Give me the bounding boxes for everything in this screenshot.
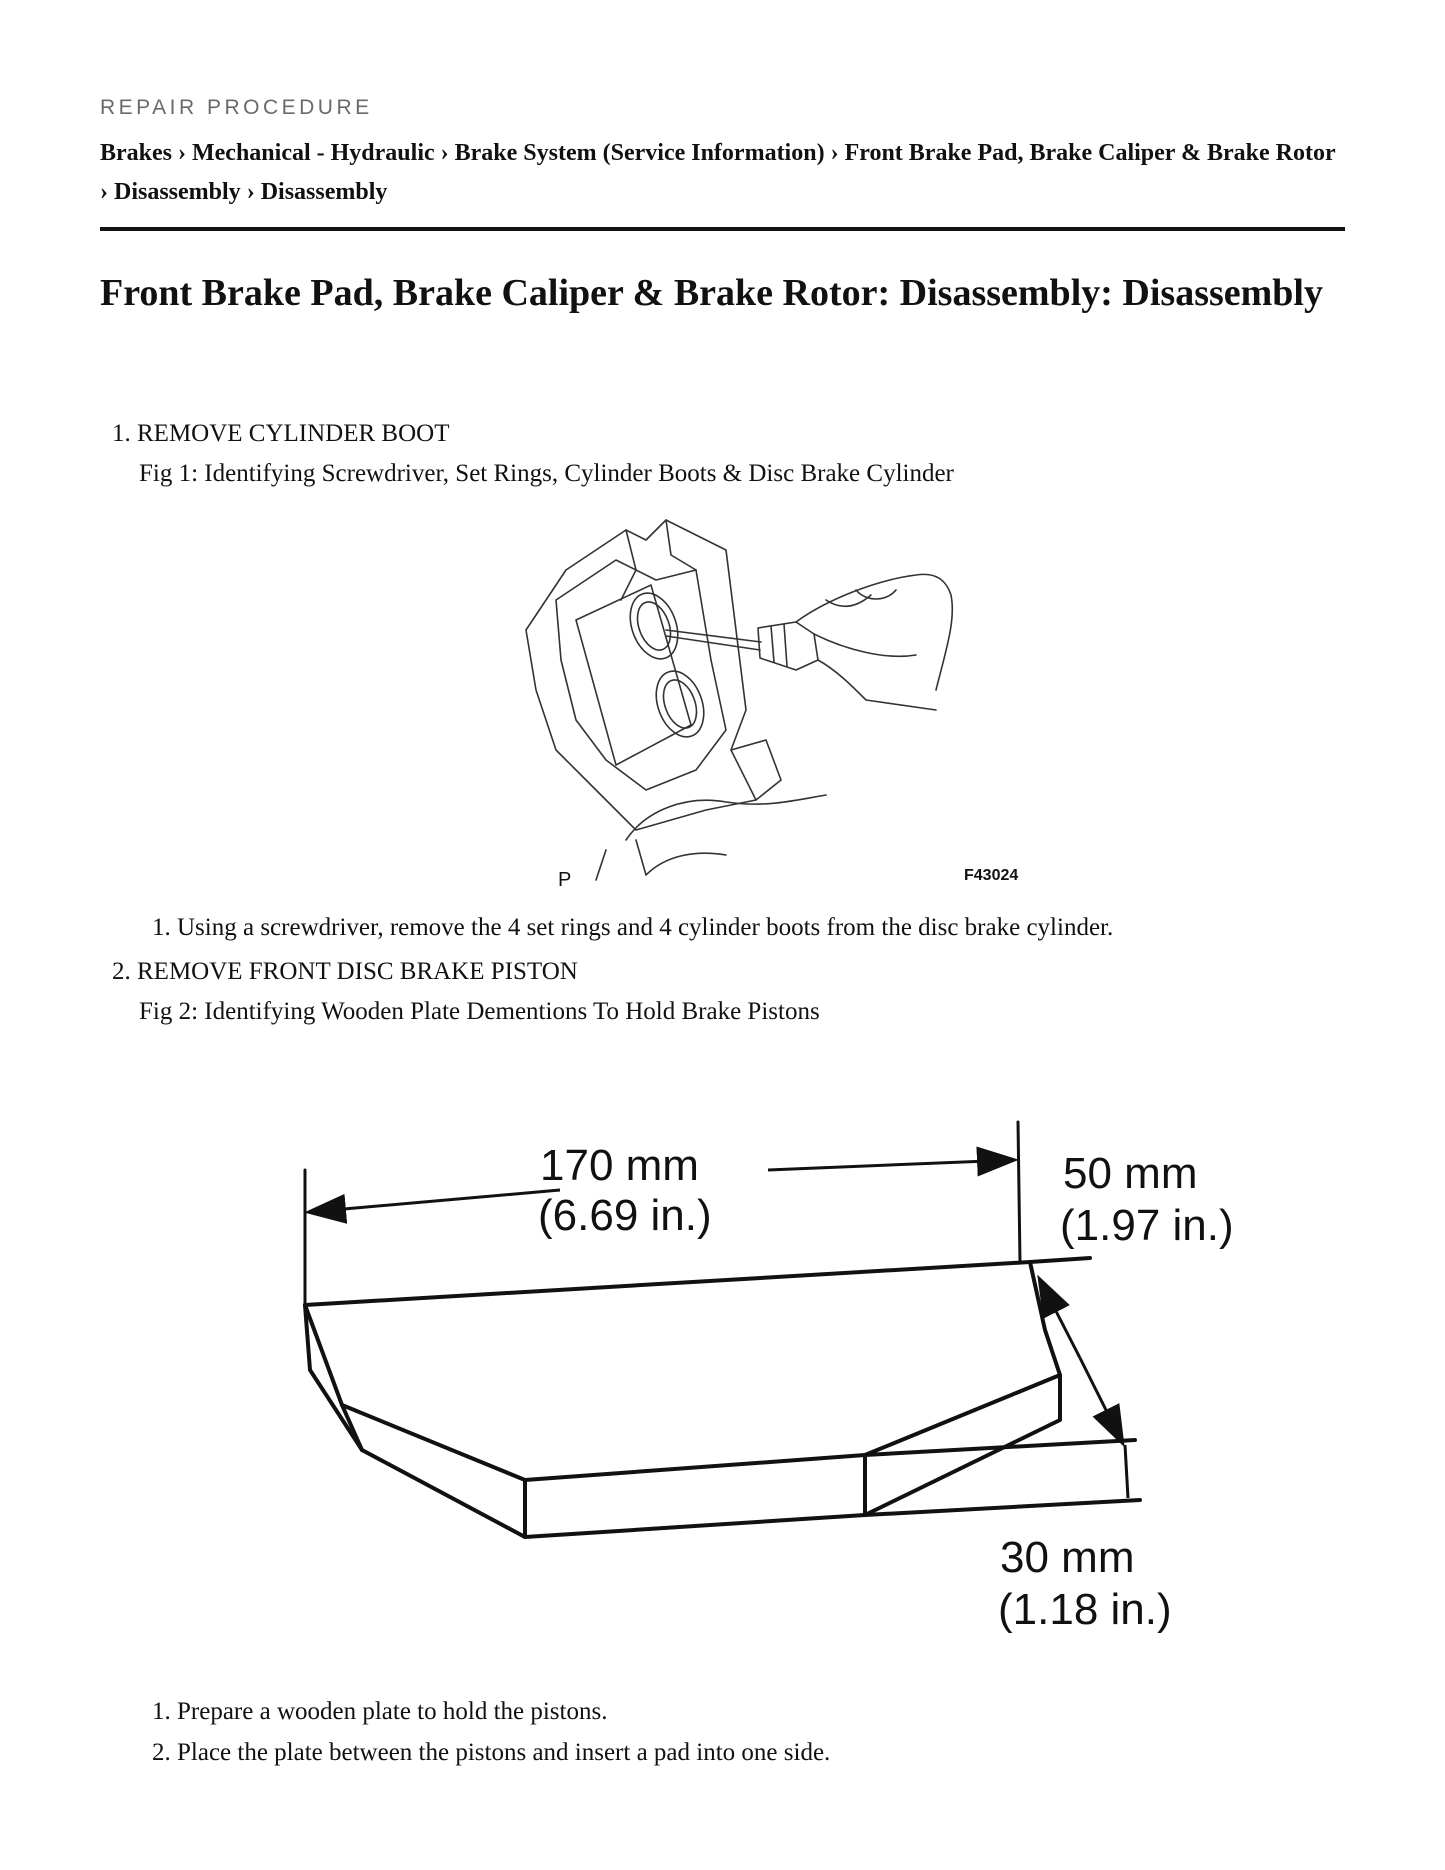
wooden-plate-diagram xyxy=(280,1090,1320,1650)
step-label: REMOVE CYLINDER BOOT xyxy=(137,420,450,447)
lower-hand-outline xyxy=(596,795,826,880)
breadcrumb-item[interactable]: Front Brake Pad, Brake Caliper & Brake Rotor xyxy=(844,140,1336,166)
width-arrow-up xyxy=(1040,1280,1080,1358)
plate-front-bottom xyxy=(525,1515,865,1537)
dimension-width-mm: 50 mm xyxy=(1063,1149,1198,1198)
breadcrumb-item[interactable]: Disassembly xyxy=(260,179,388,205)
step-number: 2. xyxy=(112,958,131,985)
step-2 xyxy=(112,956,578,988)
thickness-arrow xyxy=(1125,1445,1128,1498)
figure-caption: Fig 2: Identifying Wooden Plate Dementions To Hold Brake Pistons xyxy=(139,998,820,1025)
dimension-thickness-in: (1.18 in.) xyxy=(998,1585,1172,1634)
dimension-length-in: (6.69 in.) xyxy=(538,1191,712,1240)
brake-pad-plate xyxy=(576,585,691,765)
substep-text: Using a screwdriver, remove the 4 set rings and 4 cylinder boots from the disc brake cylinder. xyxy=(177,914,1114,941)
length-arrow-left xyxy=(310,1190,560,1212)
breadcrumb-separator: › xyxy=(100,179,108,205)
caliper-bracket xyxy=(621,520,781,800)
substep xyxy=(152,1696,607,1728)
width-arrow-down xyxy=(1080,1358,1122,1442)
breadcrumb-separator: › xyxy=(830,140,839,166)
caliper-body-outline xyxy=(526,520,756,830)
substep-number: 1. xyxy=(152,914,171,941)
thickness-line-top xyxy=(865,1440,1135,1455)
figure-label-right: F43024 xyxy=(964,867,1019,884)
step-number: 1. xyxy=(112,420,131,447)
length-right-guide xyxy=(1018,1122,1020,1262)
screwdriver-shaft xyxy=(666,630,761,650)
plate-left-side xyxy=(342,1405,525,1537)
substep xyxy=(152,1737,830,1769)
length-arrow-right xyxy=(768,1160,1013,1170)
figure-caption: Fig 1: Identifying Screwdriver, Set Rings, Cylinder Boots & Disc Brake Cylinder xyxy=(139,460,954,487)
breadcrumb-separator: › xyxy=(178,140,186,166)
screwdriver-handle xyxy=(758,622,818,670)
header-divider xyxy=(100,227,1345,231)
screwdriver-grip-lines xyxy=(771,624,787,666)
substep-text: Place the plate between the pistons and insert a pad into one side. xyxy=(177,1739,831,1766)
dimension-length-mm: 170 mm xyxy=(540,1141,699,1190)
breadcrumb-item[interactable]: Mechanical - Hydraulic xyxy=(192,140,435,166)
plate-top-edge xyxy=(305,1262,1030,1305)
caliper-screwdriver-illustration xyxy=(496,510,1036,890)
plate-front-top xyxy=(525,1455,865,1480)
step-label: REMOVE FRONT DISC BRAKE PISTON xyxy=(137,958,578,985)
breadcrumb-separator: › xyxy=(246,179,255,205)
breadcrumb xyxy=(100,134,1345,212)
substep-number: 2. xyxy=(152,1739,171,1766)
plate-top-extension xyxy=(1030,1258,1090,1262)
thickness-line-bottom xyxy=(865,1500,1140,1515)
figure-label-left: P xyxy=(558,869,572,890)
dimension-thickness-mm: 30 mm xyxy=(1000,1533,1135,1582)
dimension-width-in: (1.97 in.) xyxy=(1060,1201,1234,1250)
section-kicker: REPAIR PROCEDURE xyxy=(100,96,373,119)
breadcrumb-item[interactable]: Brakes xyxy=(100,140,172,166)
substep-number: 1. xyxy=(152,1698,171,1725)
page-title: Front Brake Pad, Brake Caliper & Brake Rotor: Disassembly: Disassembly xyxy=(100,272,1323,314)
substep xyxy=(152,912,1113,944)
plate-left-side-base xyxy=(362,1450,525,1537)
breadcrumb-item[interactable]: Brake System (Service Information) xyxy=(454,140,825,166)
breadcrumb-separator: › xyxy=(440,140,449,166)
substep-text: Prepare a wooden plate to hold the pistons. xyxy=(177,1698,608,1725)
hand-outline xyxy=(796,574,952,710)
step-1 xyxy=(112,418,450,450)
cylinder-bore-upper-inner xyxy=(631,597,676,654)
breadcrumb-item[interactable]: Disassembly xyxy=(114,179,241,205)
